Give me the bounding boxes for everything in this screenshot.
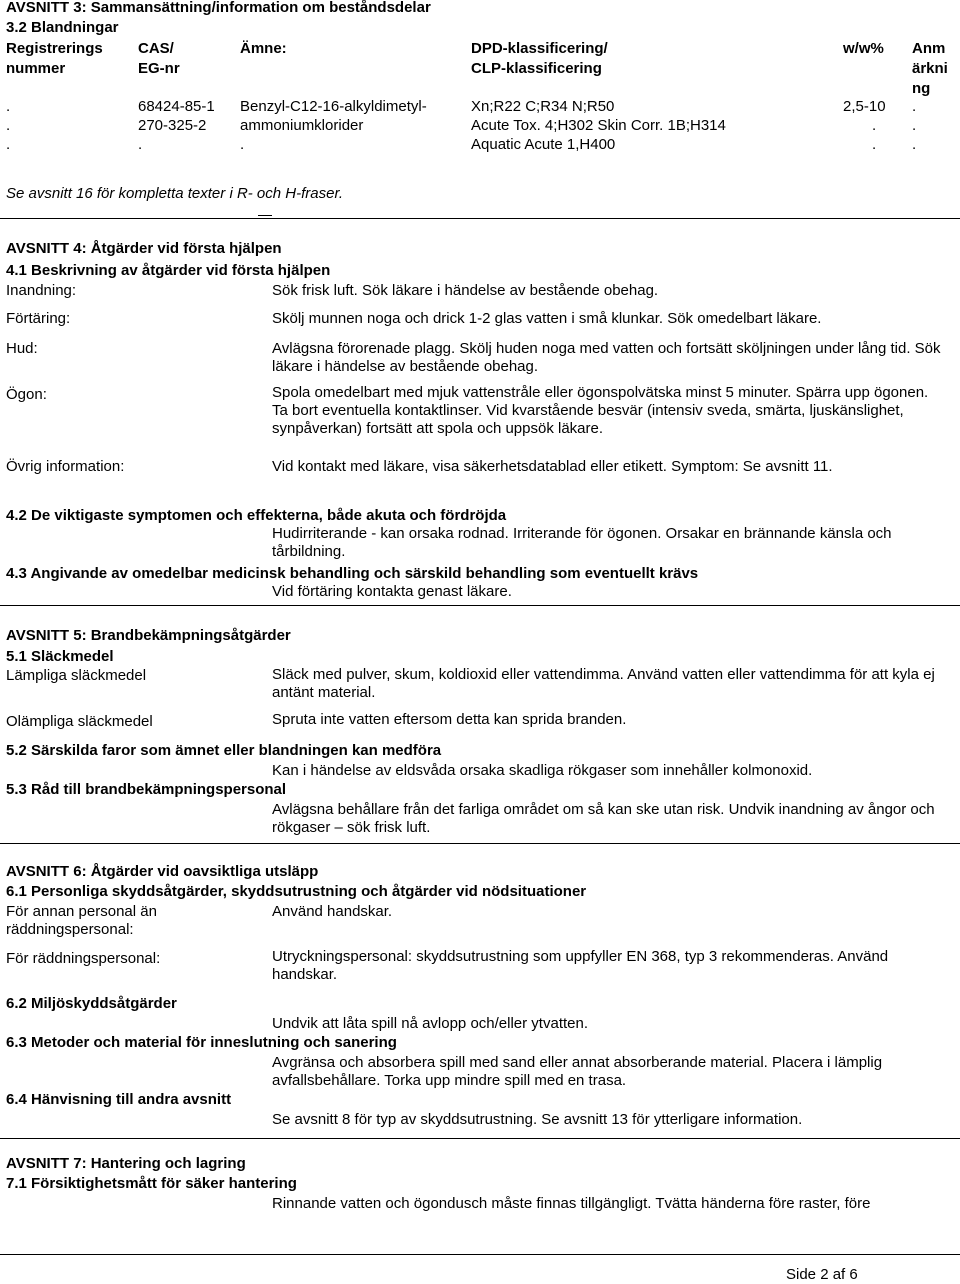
section3-2-heading: 3.2 Blandningar — [6, 19, 119, 36]
page-number: Side 2 af 6 — [786, 1266, 858, 1283]
cell-reg-3: . — [6, 136, 11, 153]
section4-title: AVSNITT 4: Åtgärder vid första hjälpen — [6, 240, 282, 257]
cell-cas-3: . — [138, 136, 143, 153]
raddning-text: Utryckningspersonal: skyddsutrustning som uppfyller EN 368, typ 3 rekommenderas. Använd handskar. — [272, 948, 889, 983]
col-header-amne: Ämne: — [240, 40, 287, 57]
section5-2-heading: 5.2 Särskilda faror som ämnet eller blandningen kan medföra — [6, 742, 442, 759]
col-header-clp: CLP-klassificering — [471, 60, 602, 77]
col-header-anm-2: ärkni — [912, 60, 948, 77]
cell-amne-2: ammoniumklorider — [240, 117, 364, 134]
divider-tick — [258, 215, 272, 216]
section-divider — [0, 218, 960, 219]
section5-2-text: Kan i händelse av eldsvåda orsaka skadliga rökgaser som innehåller kolmonoxid. — [272, 762, 813, 779]
raddning-label: För räddningspersonal: — [6, 950, 161, 967]
section7-1-text: Rinnande vatten och ögondusch måste finnas tillgängligt. Tvätta händerna före raster, före — [272, 1195, 871, 1212]
olampliga-text: Spruta inte vatten eftersom detta kan sprida branden. — [272, 711, 627, 728]
section5-3-text: Avlägsna behållare från det farliga området om så kan ske utan risk. Undvik inandning av ångor och rökgaser – sök frisk luft. — [272, 801, 935, 836]
cell-ww-3: . — [872, 136, 877, 153]
cell-ww-1: 2,5-10 — [843, 98, 886, 115]
section-divider — [0, 605, 960, 606]
cell-dpd-2: Acute Tox. 4;H302 Skin Corr. 1B;H314 — [471, 117, 726, 134]
col-header-ww: w/w% — [843, 40, 884, 57]
section6-2-heading: 6.2 Miljöskyddsåtgärder — [6, 995, 177, 1012]
col-header-reg-2: nummer — [6, 60, 66, 77]
annan-personal-text: Använd handskar. — [272, 903, 393, 920]
section4-3-heading: 4.3 Angivande av omedelbar medicinsk behandling och särskild behandling som eventuellt krävs — [6, 565, 699, 582]
section5-title: AVSNITT 5: Brandbekämpningsåtgärder — [6, 627, 291, 644]
lampliga-text: Släck med pulver, skum, koldioxid eller vattendimma. Använd vatten eller vattendimma för att kyla ej antänt material. — [272, 666, 935, 701]
col-header-anm: Anm — [912, 40, 946, 57]
section6-2-text: Undvik att låta spill nå avlopp och/eller ytvatten. — [272, 1015, 589, 1032]
fortaring-label: Förtäring: — [6, 310, 71, 327]
section7-1-heading: 7.1 Försiktighetsmått för säker hantering — [6, 1175, 297, 1192]
section-divider — [0, 1138, 960, 1139]
fortaring-text: Skölj munnen noga och drick 1-2 glas vatten i små klunkar. Sök omedelbart läkare. — [272, 310, 822, 327]
cell-amne-1: Benzyl-C12-16-alkyldimetyl- — [240, 98, 427, 115]
section6-4-heading: 6.4 Hänvisning till andra avsnitt — [6, 1091, 232, 1108]
cell-dpd-1: Xn;R22 C;R34 N;R50 — [471, 98, 615, 115]
olampliga-label: Olämpliga släckmedel — [6, 713, 153, 730]
section5-1-heading: 5.1 Släckmedel — [6, 648, 114, 665]
section4-3-text: Vid förtäring kontakta genast läkare. — [272, 583, 512, 600]
section6-1-heading: 6.1 Personliga skyddsåtgärder, skyddsutrustning och åtgärder vid nödsituationer — [6, 883, 587, 900]
col-header-reg: Registrerings — [6, 40, 103, 57]
section3-title: AVSNITT 3: Sammansättning/information om beståndsdelar — [6, 0, 431, 16]
section4-2-text: Hudirriterande - kan orsaka rodnad. Irriterande för ögonen. Orsakar en brännande känsla och tårbildning. — [272, 525, 892, 560]
lampliga-label: Lämpliga släckmedel — [6, 667, 147, 684]
cell-cas-2: 270-325-2 — [138, 117, 207, 134]
col-header-eg: EG-nr — [138, 60, 180, 77]
inandning-label: Inandning: — [6, 282, 77, 299]
section-divider — [0, 843, 960, 844]
col-header-cas: CAS/ — [138, 40, 174, 57]
cell-reg-1: . — [6, 98, 11, 115]
cell-cas-1: 68424-85-1 — [138, 98, 215, 115]
annan-personal-label: För annan personal än räddningspersonal: — [6, 903, 157, 938]
section4-2-heading: 4.2 De viktigaste symptomen och effekterna, både akuta och fördröjda — [6, 507, 507, 524]
cell-amne-3: . — [240, 136, 245, 153]
cell-anm-3: . — [912, 136, 917, 153]
section5-3-heading: 5.3 Råd till brandbekämpningspersonal — [6, 781, 287, 798]
inandning-text: Sök frisk luft. Sök läkare i händelse av bestående obehag. — [272, 282, 659, 299]
cell-dpd-3: Aquatic Acute 1,H400 — [471, 136, 616, 153]
section4-1-heading: 4.1 Beskrivning av åtgärder vid första hjälpen — [6, 262, 331, 279]
section6-3-heading: 6.3 Metoder och material för inneslutning och sanering — [6, 1034, 397, 1051]
hud-text: Avlägsna förorenade plagg. Skölj huden noga med vatten och fortsätt sköljningen under lång tid. Sök läkare i händelse av bestående obehag. — [272, 340, 941, 375]
cell-reg-2: . — [6, 117, 11, 134]
ogon-text: Spola omedelbart med mjuk vattenstråle eller ögonspolvätska minst 5 minuter. Spärra upp ögonen. Ta bort eventuella kontaktlinser. Vid kvarstående besvär (intensiv sveda, smärta, ljuskänslighet, synpåverkan) fortsätt att spola och uppsök läkare. — [272, 384, 929, 437]
col-header-anm-3: ng — [912, 80, 931, 97]
cell-anm-2: . — [912, 117, 917, 134]
cell-anm-1: . — [912, 98, 917, 115]
cell-ww-2: . — [872, 117, 877, 134]
section6-3-text: Avgränsa och absorbera spill med sand eller annat absorberande material. Placera i lämplig avfallsbehållare. Torka upp mindre spill med en trasa. — [272, 1054, 883, 1089]
section6-4-text: Se avsnitt 8 för typ av skyddsutrustning. Se avsnitt 13 för ytterligare information. — [272, 1111, 803, 1128]
section6-title: AVSNITT 6: Åtgärder vid oavsiktliga utsläpp — [6, 863, 319, 880]
rh-phrases-note: Se avsnitt 16 för kompletta texter i R- och H-fraser. — [6, 185, 344, 202]
ovrig-label: Övrig information: — [6, 458, 125, 475]
section7-title: AVSNITT 7: Hantering och lagring — [6, 1155, 246, 1172]
col-header-dpd: DPD-klassificering/ — [471, 40, 608, 57]
ogon-label: Ögon: — [6, 386, 47, 403]
ovrig-text: Vid kontakt med läkare, visa säkerhetsdatablad eller etikett. Symptom: Se avsnitt 11. — [272, 458, 833, 475]
hud-label: Hud: — [6, 340, 38, 357]
